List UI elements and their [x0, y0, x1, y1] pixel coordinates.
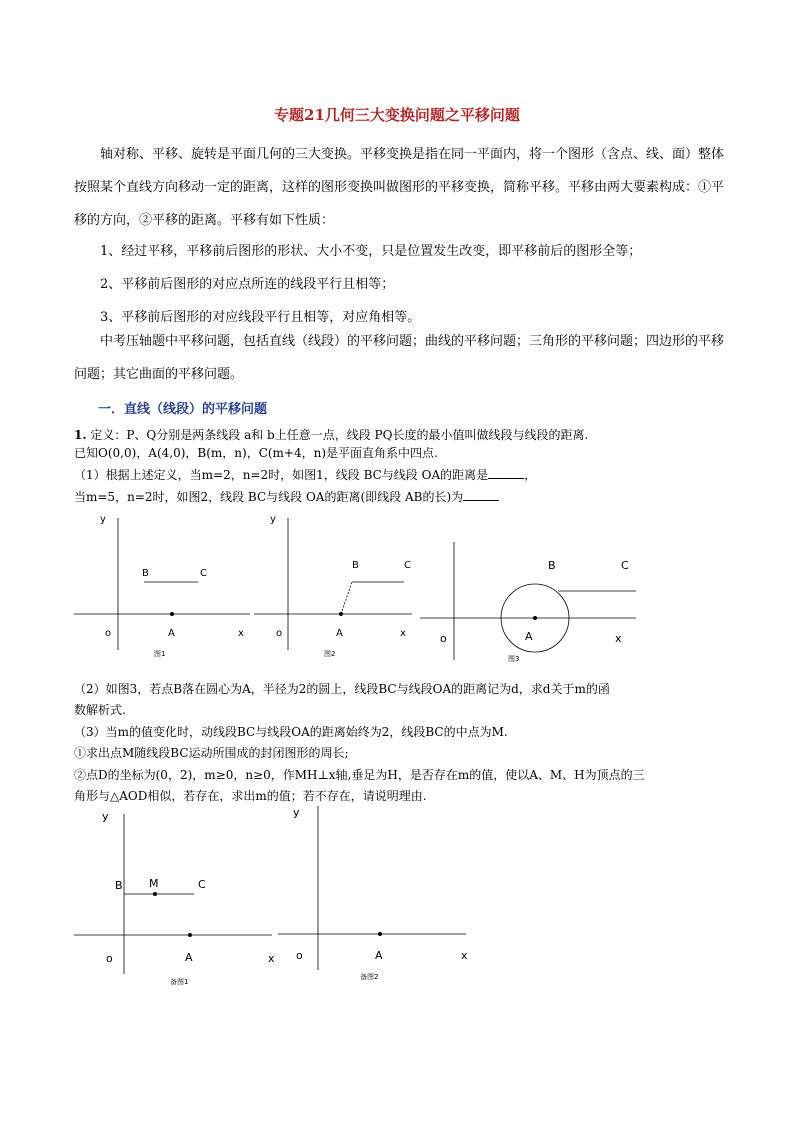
fig2-y-label: y: [270, 514, 276, 525]
fig2-b-label: B: [352, 560, 359, 571]
fig3-c-label: C: [621, 559, 629, 572]
question-1a: [74, 466, 536, 484]
figure-3: [418, 540, 640, 664]
fig2-segment-ab: [341, 582, 352, 614]
fig3-x-label: x: [615, 632, 622, 645]
fig1-origin-label: o: [105, 628, 112, 639]
question-3: （3）当m的值变化时，动线段BC与线段OA的距离始终为2，线段BC的中点为M.: [74, 725, 508, 739]
problem-line-1: 定义：P、Q分别是两条线段 a和 b上任意一点，线段 PQ长度的最小值叫做线段与线段的距离.: [86, 428, 589, 442]
fig1-y-label: y: [100, 514, 106, 525]
fig4-point-a: [188, 933, 192, 937]
fig5-caption: 备图2: [360, 973, 379, 981]
question-2-line-1: （2）如图3，若点B落在圆心为A，半径为2的圆上，线段BC与线段OA的距离记为d，求d关于m的函: [74, 682, 610, 696]
question-3-part-2-line-1: ②点D的坐标为(0，2)，m≥0，n≥0，作MH⊥x轴,垂足为H，是否存在m的值，使以A、M、H为顶点的三: [74, 768, 645, 782]
question-1b-text: 当m=5，n=2时，如图2，线段 BC与线段 OA的距离(即线段 AB的长)为: [74, 490, 464, 504]
problem-number: 1.: [74, 428, 87, 442]
intro-paragraph-1: 轴对称、平移、旋转是平面几何的三大变换。平移变换是指在同一平面内，将一个图形（含点、线、面）整体按照某个直线方向移动一定的距离，这样的图形变换叫做图形的平移变换，简称平移。平移由两大要素构成：①平移的方向，②平移的距离。平移有如下性质：: [74, 147, 725, 228]
fig2-c-label: C: [404, 560, 411, 571]
fig4-c-label: C: [198, 878, 206, 891]
fig1-a-label: A: [168, 628, 175, 639]
question-1a-end: ，: [524, 468, 537, 482]
answer-blank-1[interactable]: [488, 466, 524, 479]
fig5-x-label: x: [461, 949, 468, 962]
property-1: 1、经过平移，平移前后图形的形状、大小不变，只是位置发生改变，即平移前后的图形全等；: [100, 244, 642, 259]
property-2: 2、平移前后图形的对应点所连的线段平行且相等；: [100, 277, 395, 292]
figure-2: [252, 510, 417, 660]
fig3-point-a: [533, 616, 537, 620]
backup-figure-1: [72, 808, 282, 990]
section-heading: 一．直线（线段）的平移问题: [98, 402, 268, 417]
fig2-point-a: [339, 612, 343, 616]
question-1b: [74, 488, 499, 506]
property-3: 3、平移前后图形的对应线段平行且相等，对应角相等。: [100, 310, 421, 325]
backup-figure-2: [276, 800, 476, 982]
fig4-a-label: A: [185, 951, 193, 964]
fig1-b-label: B: [142, 568, 149, 579]
question-3-part-2-line-2: 角形与△AOD相似，若存在，求出m的值；若不存在，请说明理由.: [74, 789, 427, 803]
page-title: 专题21几何三大变换问题之平移问题: [274, 106, 520, 124]
fig4-b-label: B: [115, 879, 123, 892]
problem-line-2: 已知O(0,0)，A(4,0)，B(m，n)，C(m+4，n)是平面直角系中四点.: [74, 446, 438, 460]
fig5-origin-label: o: [296, 949, 303, 962]
fig1-caption: 图1: [154, 650, 166, 658]
fig3-caption: 图3: [508, 655, 520, 663]
fig4-m-label: M: [149, 877, 159, 890]
fig1-x-label: x: [238, 628, 244, 639]
question-1a-text: （1）根据上述定义，当m=2，n=2时，如图1，线段 BC与线段 OA的距离是: [74, 468, 489, 482]
question-2-line-2: 数解析式.: [74, 703, 126, 717]
fig1-c-label: C: [200, 568, 207, 579]
fig2-caption: 图2: [324, 650, 336, 658]
fig4-point-m: [153, 892, 157, 896]
fig4-caption: 备图1: [170, 978, 189, 986]
fig3-origin-label: o: [440, 632, 447, 645]
fig4-x-label: x: [268, 952, 275, 965]
problem-definition: [74, 426, 588, 444]
fig5-y-label: y: [293, 806, 300, 819]
intro-paragraph-2: 中考压轴题中平移问题，包括直线（线段）的平移问题；曲线的平移问题；三角形的平移问题；四边形的平移问题；其它曲面的平移问题。: [74, 334, 725, 382]
fig2-a-label: A: [336, 628, 343, 639]
fig2-origin-label: o: [276, 628, 283, 639]
answer-blank-2[interactable]: [463, 488, 499, 501]
fig2-x-label: x: [400, 628, 406, 639]
fig1-point-a: [170, 612, 174, 616]
fig5-point-a: [378, 932, 382, 936]
figure-1: [72, 510, 252, 660]
fig5-a-label: A: [375, 949, 383, 962]
fig4-origin-label: o: [106, 952, 113, 965]
fig4-y-label: y: [102, 810, 109, 823]
fig3-a-label: A: [525, 630, 533, 643]
fig3-b-label: B: [548, 559, 556, 572]
question-3-part-1: ①求出点M随线段BC运动所围成的封闭图形的周长;: [74, 746, 349, 760]
